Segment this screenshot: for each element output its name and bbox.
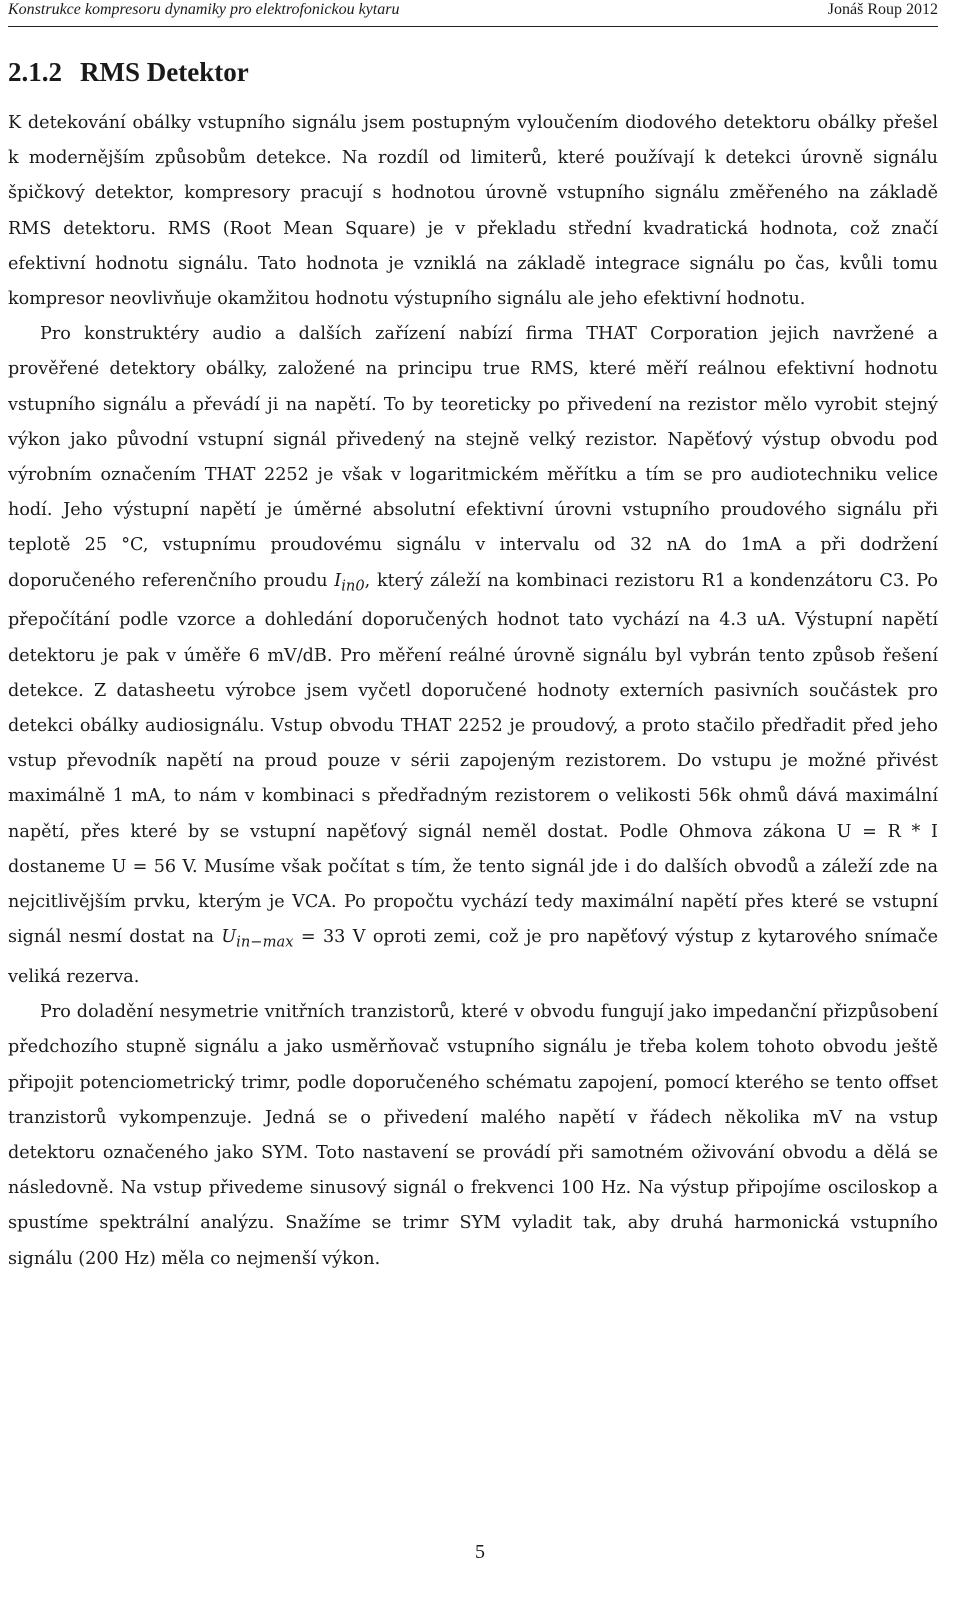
header-title: Konstrukce kompresoru dynamiky pro elektrofonickou kytaru: [8, 1, 400, 18]
section-heading: [8, 54, 249, 90]
paragraph-2-text-a: Pro konstruktéry audio a dalších zařízení nabízí firma THAT Corporation jejich navržené a prověřené detektory obálky, založené na principu true RMS, které měří reálnou efektivní hodnotu vstupního signálu a převádí ji na napětí. To by teoreticky po přivedení na rezistor mělo vyrobit stejný výkon jako původní vstupní signál přivedený na stejně velký rezistor. Napěťový výstup obvodu pod výrobním označením THAT 2252 je však v logaritmickém měřítku a tím se pro audiotechniku velice hodí. Jeho výstupní napětí je úměrné absolutní efektivní úrovni vstupního proudového signálu při teplotě 25 °C, vstupnímu proudovému signálu v intervalu od 32 nA do 1mA a při dodržení doporučeného referenčního proudu: [8, 324, 938, 591]
header-author-year: Jonáš Roup 2012: [827, 1, 938, 18]
running-header: [8, 0, 938, 27]
section-number: 2.1.2: [8, 57, 62, 87]
paragraph-2-text-c: = 33 V oproti zemi, což je pro napěťový výstup z kytarového snímače veliká rezerva.: [8, 927, 939, 987]
paragraph-2-text-b: , který záleží na kombinaci rezistoru R1 a kondenzátoru C3. Po přepočítání podle vzorce a dohledání doporučených hodnot tato vychází na 4.3 uA. Výstupní napětí detektoru je pak v úměře 6 mV/dB. Pro měření reálné úrovně signálu byl vybrán tento způsob řešení detekce. Z datasheetu výrobce jsem vyčetl doporučené hodnoty externích pasivních součástek pro detekci obálky audiosignálu. Vstup obvodu THAT 2252 je proudový, a proto stačilo předřadit před jeho vstup převodník napětí na proud pouze v sérii zapojeným rezistorem. Do vstupu je možné přivést maximálně 1 mA, to nám v kombinaci s předřadným rezistorem o velikosti 56k ohmů dává maximální napětí, přes které by se vstupní napěťový signál neměl dostat. Podle Ohmova zákona U = R * I dostaneme U = 56 V. Musíme však počítat s tím, že tento signál jde i do dalších obvodů a záleží zde na nejcitlivějším prvku, kterým je VCA. Po propočtu vychází tedy maximální napětí přes které se vstupní signál nesmí dostat na: [8, 570, 938, 948]
symbol-i-in0: $I_{in0}$: [334, 570, 365, 595]
paragraph-3: Pro doladění nesymetrie vnitřních tranzistorů, které v obvodu fungují jako impedanční přizpůsobení předchozího stupně signálu a jako usměrňovač vstupního signálu je třeba kolem tohoto obvodu ještě připojit potenciometrický trimr, podle doporučeného schématu zapojení, pomocí kterého se tento offset tranzistorů vykompenzuje. Jedná se o přivedení malého napětí v řádech několika mV na vstup detektoru označeného jako SYM. Toto nastavení se provádí při samotném oživování obvodu a dělá se následovně. Na vstup přivedeme sinusový signál o frekvenci 100 Hz. Na výstup připojíme osciloskop a spustíme spektrální analýzu. Snažíme se trimr SYM vyladit tak, aby druhá harmonická vstupního signálu (200 Hz) měla co nejmenší výkon.: [8, 1002, 938, 1269]
body-text: [8, 106, 938, 1277]
page-number: 5: [475, 1541, 485, 1563]
symbol-u-in-max: $U_{in-max}$: [221, 927, 294, 951]
paragraph-2: [8, 317, 938, 995]
section-title: RMS Detektor: [80, 57, 249, 87]
paragraph-1: K detekování obálky vstupního signálu jsem postupným vyloučením diodového detektoru obálky přešel k modernějším způsobům detekce. Na rozdíl od limiterů, které používají k detekci úrovně signálu špičkový detektor, kompresory pracují s hodnotou úrovně vstupního signálu změřeného na základě RMS detektoru. RMS (Root Mean Square) je v překladu střední kvadratická hodnota, což značí efektivní hodnotu signálu. Tato hodnota je vzniklá na základě integrace signálu po čas, kvůli tomu kompresor neovlivňuje okamžitou hodnotu výstupního signálu ale jeho efektivní hodnotu.: [8, 113, 938, 310]
